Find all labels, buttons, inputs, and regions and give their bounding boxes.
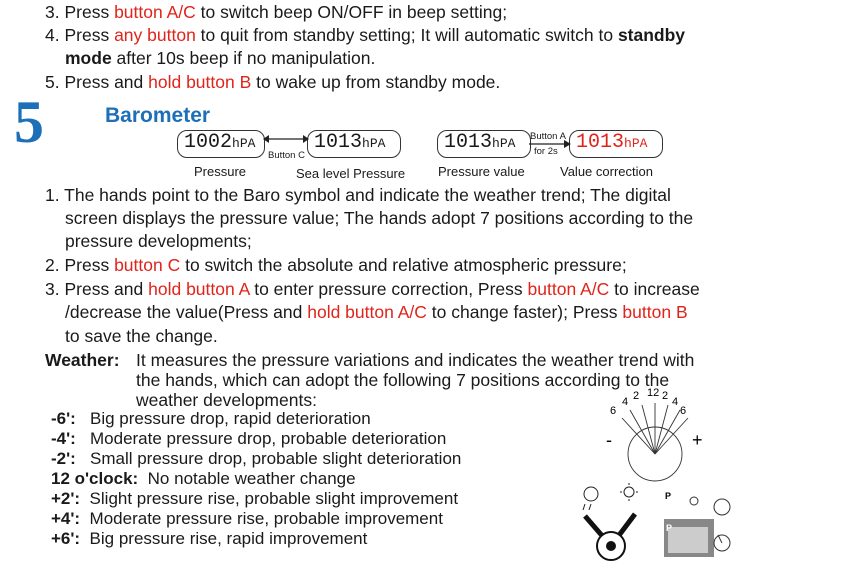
- highlighted-text: button B: [622, 302, 688, 322]
- text-segment: to switch the absolute and relative atmospheric pressure;: [180, 255, 627, 275]
- scale-label: 12: [647, 387, 660, 399]
- weather-item: 12 o'clock: No notable weather change: [51, 469, 356, 488]
- weather-item: -6': Big pressure drop, rapid deterioration: [51, 409, 371, 428]
- intro-line-4: [45, 24, 685, 46]
- text-segment: mode: [65, 48, 112, 68]
- text-segment: Press: [64, 2, 115, 22]
- button-a-label: Button A: [530, 131, 566, 142]
- highlighted-text: button A/C: [527, 279, 610, 299]
- step-line: [45, 278, 700, 300]
- weather-item: -2': Small pressure drop, probable slight deterioration: [51, 449, 462, 468]
- step-line: [45, 254, 627, 276]
- step-line: [65, 207, 693, 229]
- section-number: 5: [14, 89, 44, 155]
- lcd-display-pressure-value: [437, 130, 531, 158]
- weather-item: +6': Big pressure rise, rapid improvement: [51, 529, 368, 548]
- lcd-display-sea-level: [307, 130, 401, 158]
- text-segment: to enter pressure correction, Press: [249, 279, 528, 299]
- step-line: [65, 325, 218, 347]
- weather-illustration-icon: [662, 487, 742, 563]
- text-segment: 1. The hands point to the Baro symbol and indicate the weather trend; The digital: [45, 185, 671, 205]
- weather-desc-line: weather developments:: [136, 390, 317, 410]
- lcd-value: 1013hPA: [444, 131, 516, 154]
- highlighted-text: button C: [114, 255, 181, 275]
- lcd-display-value-correction: [569, 130, 663, 158]
- minus-sign: -: [606, 430, 612, 450]
- weather-label: Weather:: [45, 350, 120, 370]
- for-2s-label: for 2s: [534, 146, 558, 157]
- intro-line-3: [45, 1, 507, 23]
- text-segment: Press: [64, 25, 115, 45]
- highlighted-text: button A/C: [114, 2, 196, 22]
- weather-desc-line: It measures the pressure variations and indicates the weather trend with: [136, 350, 695, 370]
- step-line: [65, 230, 252, 252]
- list-number: 5.: [45, 72, 65, 92]
- scale-label: 4: [622, 396, 629, 408]
- text-segment: standby: [617, 25, 686, 45]
- scale-label: 6: [680, 405, 687, 417]
- lcd-display-pressure: [177, 130, 265, 158]
- list-number: 3.: [45, 2, 65, 22]
- list-number: 4.: [45, 25, 65, 45]
- caption-pressure-value: Pressure value: [438, 164, 525, 179]
- hands-gauge-icon: [575, 482, 655, 562]
- text-segment: to save the change.: [65, 326, 218, 346]
- text-segment: 2. Press: [45, 255, 115, 275]
- lcd-value: 1013hPA: [576, 131, 648, 154]
- weather-desc-line: the hands, which can adopt the following 7 positions according to the: [136, 370, 670, 390]
- caption-value-correction: Value correction: [560, 164, 653, 179]
- highlighted-text: hold button A: [148, 279, 250, 299]
- weather-item: +2': Slight pressure rise, probable slight improvement: [51, 489, 459, 508]
- text-segment: to wake up from standby mode.: [251, 72, 501, 92]
- scale-label: 6: [610, 405, 617, 417]
- trend-dial-diagram: [600, 384, 710, 484]
- text-segment: to change faster); Press: [426, 302, 623, 322]
- intro-line-5: [45, 71, 500, 93]
- intro-line-4-cont: [65, 47, 375, 69]
- svg-text:P: P: [666, 523, 673, 533]
- step-line: [45, 184, 671, 206]
- text-segment: 3. Press and: [45, 279, 149, 299]
- text-segment: to increase: [609, 279, 700, 299]
- button-c-label: Button C: [268, 150, 305, 161]
- section-title: Barometer: [105, 104, 211, 127]
- highlighted-text: hold button B: [148, 72, 252, 92]
- text-segment: to switch beep ON/OFF in beep setting;: [195, 2, 508, 22]
- double-arrow-icon: [263, 133, 309, 145]
- highlighted-text: any button: [114, 25, 196, 45]
- lcd-value: 1002hPA: [184, 131, 256, 154]
- scale-label: 2: [633, 390, 640, 402]
- plus-sign: +: [692, 430, 703, 450]
- text-segment: to quit from standby setting; It will automatic switch to: [195, 25, 618, 45]
- text-segment: /decrease the value(Press and: [65, 302, 308, 322]
- text-segment: after 10s beep if no manipulation.: [111, 48, 376, 68]
- lcd-value: 1013hPA: [314, 131, 386, 154]
- text-segment: Press and: [64, 72, 149, 92]
- caption-pressure: Pressure: [194, 164, 247, 179]
- weather-item: +4': Moderate pressure rise, probable improvement: [51, 509, 443, 528]
- p-label: P: [665, 491, 672, 501]
- weather-item: -4': Moderate pressure drop, probable deterioration: [51, 429, 447, 448]
- scale-label: 4: [672, 396, 679, 408]
- text-segment: pressure developments;: [65, 231, 252, 251]
- text-segment: screen displays the pressure value; The hands adopt 7 positions according to the: [65, 208, 694, 228]
- step-line: [65, 301, 688, 323]
- scale-label: 2: [662, 390, 669, 402]
- caption-sea-level: Sea level Pressure: [296, 166, 406, 181]
- highlighted-text: hold button A/C: [307, 302, 427, 322]
